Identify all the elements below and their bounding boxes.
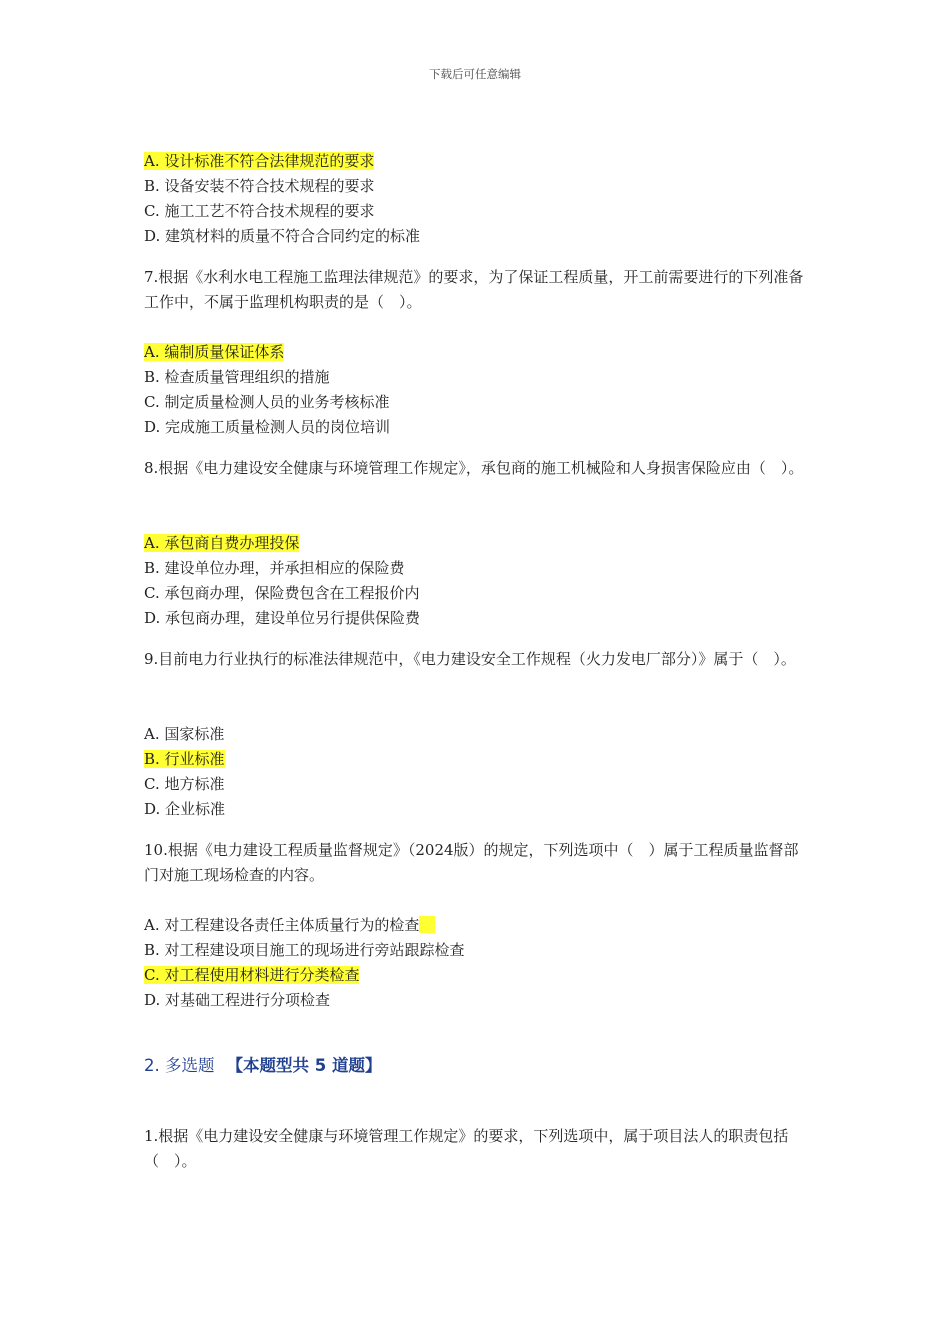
q9-option-a: A. 国家标准 — [144, 725, 225, 743]
section-title: 2. 多选题 — [144, 1056, 215, 1075]
q8-option-b: B. 建设单位办理，并承担相应的保险费 — [144, 559, 405, 577]
q9-option-d: D. 企业标准 — [144, 800, 226, 818]
option-a: A. 设计标准不符合法律规范的要求 — [144, 152, 375, 170]
question-10: 10.根据《电力建设工程质量监督规定》（2024版）的规定，下列选项中（ ）属于工程质量监督部门对施工现场检查的内容。 — [144, 841, 799, 884]
page-header: 下载后可任意编辑 — [429, 67, 521, 81]
q7-option-d: D. 完成施工质量检测人员的岗位培训 — [144, 418, 391, 436]
option-c: C. 施工工艺不符合技术规程的要求 — [144, 202, 375, 220]
option-d: D. 建筑材料的质量不符合合同约定的标准 — [144, 227, 421, 245]
option-b: B. 设备安装不符合技术规程的要求 — [144, 177, 375, 195]
question-8: 8.根据《电力建设安全健康与环境管理工作规定》，承包商的施工机械险和人身损害保险应由（ ）。 — [144, 459, 804, 477]
q10-option-d: D. 对基础工程进行分项检查 — [144, 991, 331, 1009]
q9-option-c: C. 地方标准 — [144, 775, 225, 793]
section-subtitle: 【本题型共 5 道题】 — [226, 1056, 382, 1075]
question-9: 9.目前电力行业执行的标准法律规范中，《电力建设安全工作规程（火力发电厂部分）》属于（ ）。 — [144, 650, 796, 668]
q10-option-a: A. 对工程建设各责任主体质量行为的检查 — [144, 915, 435, 935]
q7-option-c: C. 制定质量检测人员的业务考核标准 — [144, 393, 390, 411]
q10-option-c: C. 对工程使用材料进行分类检查 — [144, 966, 360, 984]
q9-option-b: B. 行业标准 — [144, 750, 225, 768]
q8-option-c: C. 承包商办理，保险费包含在工程报价内 — [144, 584, 420, 602]
q7-option-b: B. 检查质量管理组织的措施 — [144, 368, 330, 386]
q8-option-d: D. 承包商办理，建设单位另行提供保险费 — [144, 609, 421, 627]
highlight-mark — [419, 916, 435, 933]
q8-option-a: A. 承包商自费办理投保 — [144, 534, 300, 552]
q10-option-b: B. 对工程建设项目施工的现场进行旁站跟踪检查 — [144, 941, 465, 959]
section-heading — [144, 1052, 381, 1076]
multi-question-1: 1.根据《电力建设安全健康与环境管理工作规定》的要求，下列选项中，属于项目法人的职责包括（ ）。 — [144, 1127, 789, 1170]
q7-option-a: A. 编制质量保证体系 — [144, 343, 285, 361]
question-7: 7.根据《水利水电工程施工监理法律规范》的要求，为了保证工程质量，开工前需要进行的下列准备工作中，不属于监理机构职责的是（ ）。 — [144, 268, 804, 311]
